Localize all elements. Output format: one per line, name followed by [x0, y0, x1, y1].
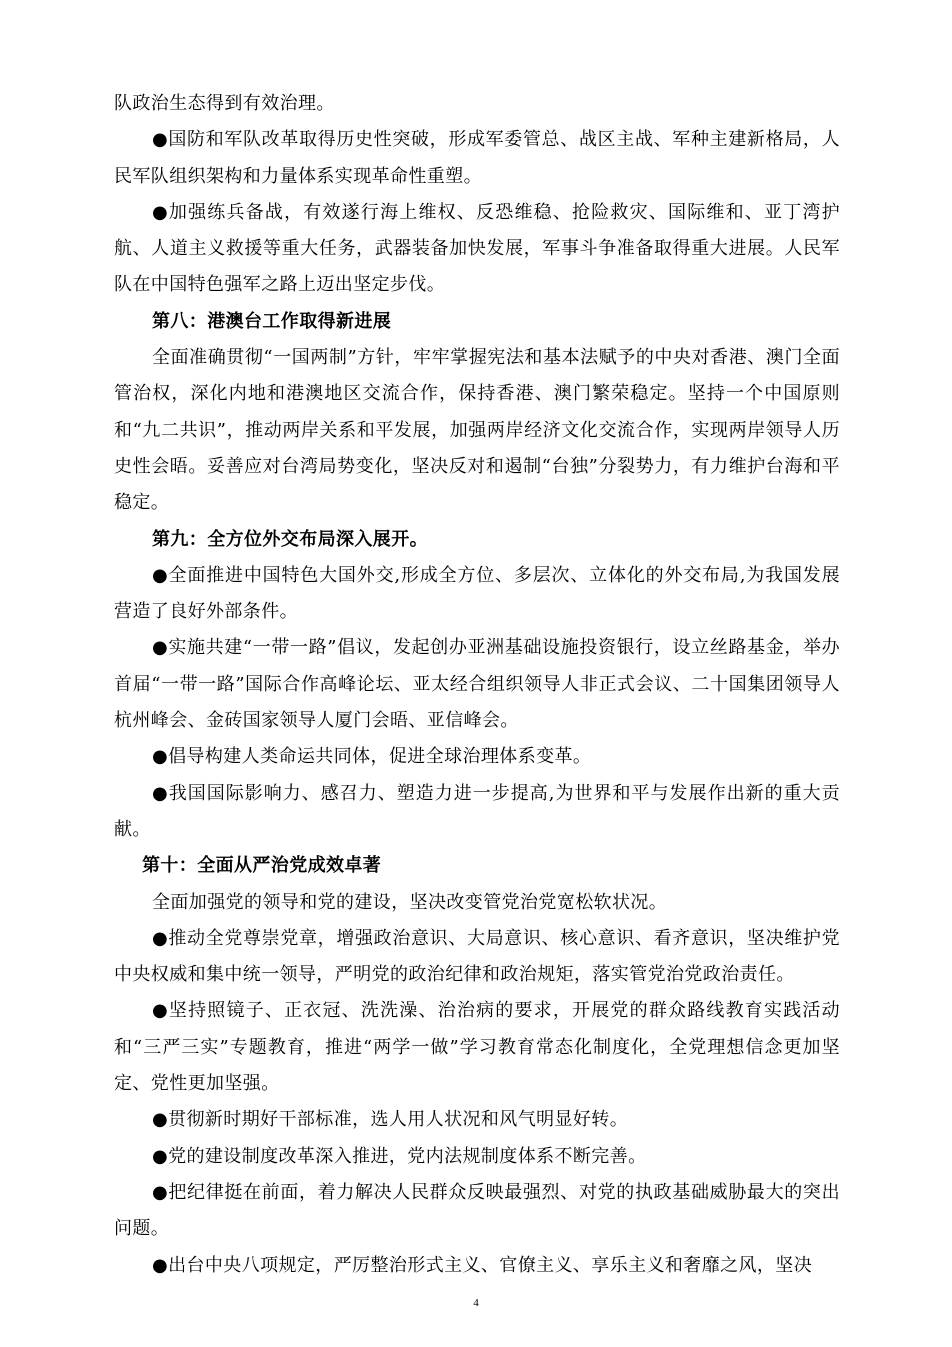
- page-number: 4: [473, 1297, 479, 1309]
- bullet-paragraph: ●把纪律挺在前面，着力解决人民群众反映最强烈、对党的执政基础威胁最大的突出问题。: [114, 1181, 840, 1240]
- paragraph: 队政治生态得到有效治理。: [114, 93, 335, 114]
- bullet-paragraph: ●出台中央八项规定，严厉整治形式主义、官僚主义、享乐主义和奢靡之风，坚决: [152, 1254, 813, 1276]
- bullet-paragraph: ●贯彻新时期好干部标准，选人用人状况和风气明显好转。: [152, 1109, 629, 1131]
- bullet-paragraph: ●全面推进中国特色大国外交,形成全方位、多层次、立体化的外交布局,为我国发展营造了良好外部条件。: [114, 564, 840, 623]
- paragraph: 全面准确贯彻“一国两制”方针，牢牢掌握宪法和基本法赋予的中央对香港、澳门全面管治权，深化内地和港澳地区交流合作，保持香港、澳门繁荣稳定。坚持一个中国原则和“九二共识”，推动两岸关系和平发展，加强两岸经济文化交流合作，实现两岸领导人历史性会晤。妥善应对台湾局势变化，坚决反对和遏制“台独”分裂势力，有力维护台海和平稳定。: [114, 347, 840, 514]
- section-heading: 第九：全方位外交布局深入展开。: [152, 528, 428, 550]
- bullet-paragraph: ●实施共建“一带一路”倡议，发起创办亚洲基础设施投资银行，设立丝路基金，举办首届“一带一路”国际合作高峰论坛、亚太经合组织领导人非正式会议、二十国集团领导人杭州峰会、金砖国家领导人厦门会晤、亚信峰会。: [114, 637, 840, 732]
- section-heading: 第八：港澳台工作取得新进展: [152, 310, 392, 332]
- bullet-paragraph: ●推动全党尊崇党章，增强政治意识、大局意识、核心意识、看齐意识，坚决维护党中央权威和集中统一领导，严明党的政治纪律和政治规矩，落实管党治党政治责任。: [114, 927, 840, 986]
- paragraph: 全面加强党的领导和党的建设，坚决改变管党治党宽松软状况。: [152, 891, 668, 913]
- bullet-paragraph: ●我国国际影响力、感召力、塑造力进一步提高,为世界和平与发展作出新的重大贡献。: [114, 782, 840, 840]
- bullet-paragraph: ●坚持照镜子、正衣冠、洗洗澡、治治病的要求，开展党的群众路线教育实践活动和“三严三实”专题教育，推进“两学一做”学习教育常态化制度化，全党理想信念更加坚定、党性更加坚强。: [114, 1000, 840, 1095]
- bullet-paragraph: ●加强练兵备战，有效遂行海上维权、反恐维稳、抢险救灾、国际维和、亚丁湾护航、人道主义救援等重大任务，武器装备加快发展，军事斗争准备取得重大进展。人民军队在中国特色强军之路上迈出坚定步伐。: [114, 201, 840, 296]
- document-body: [114, 86, 840, 1284]
- section-heading: 第十：全面从严治党成效卓著: [142, 855, 382, 877]
- bullet-paragraph: ●倡导构建人类命运共同体，促进全球治理体系变革。: [152, 746, 592, 768]
- bullet-paragraph: ●党的建设制度改革深入推进，党内法规制度体系不断完善。: [152, 1145, 647, 1167]
- bullet-paragraph: ●国防和军队改革取得历史性突破，形成军委管总、战区主战、军种主建新格局，人民军队组织架构和力量体系实现革命性重塑。: [114, 129, 840, 187]
